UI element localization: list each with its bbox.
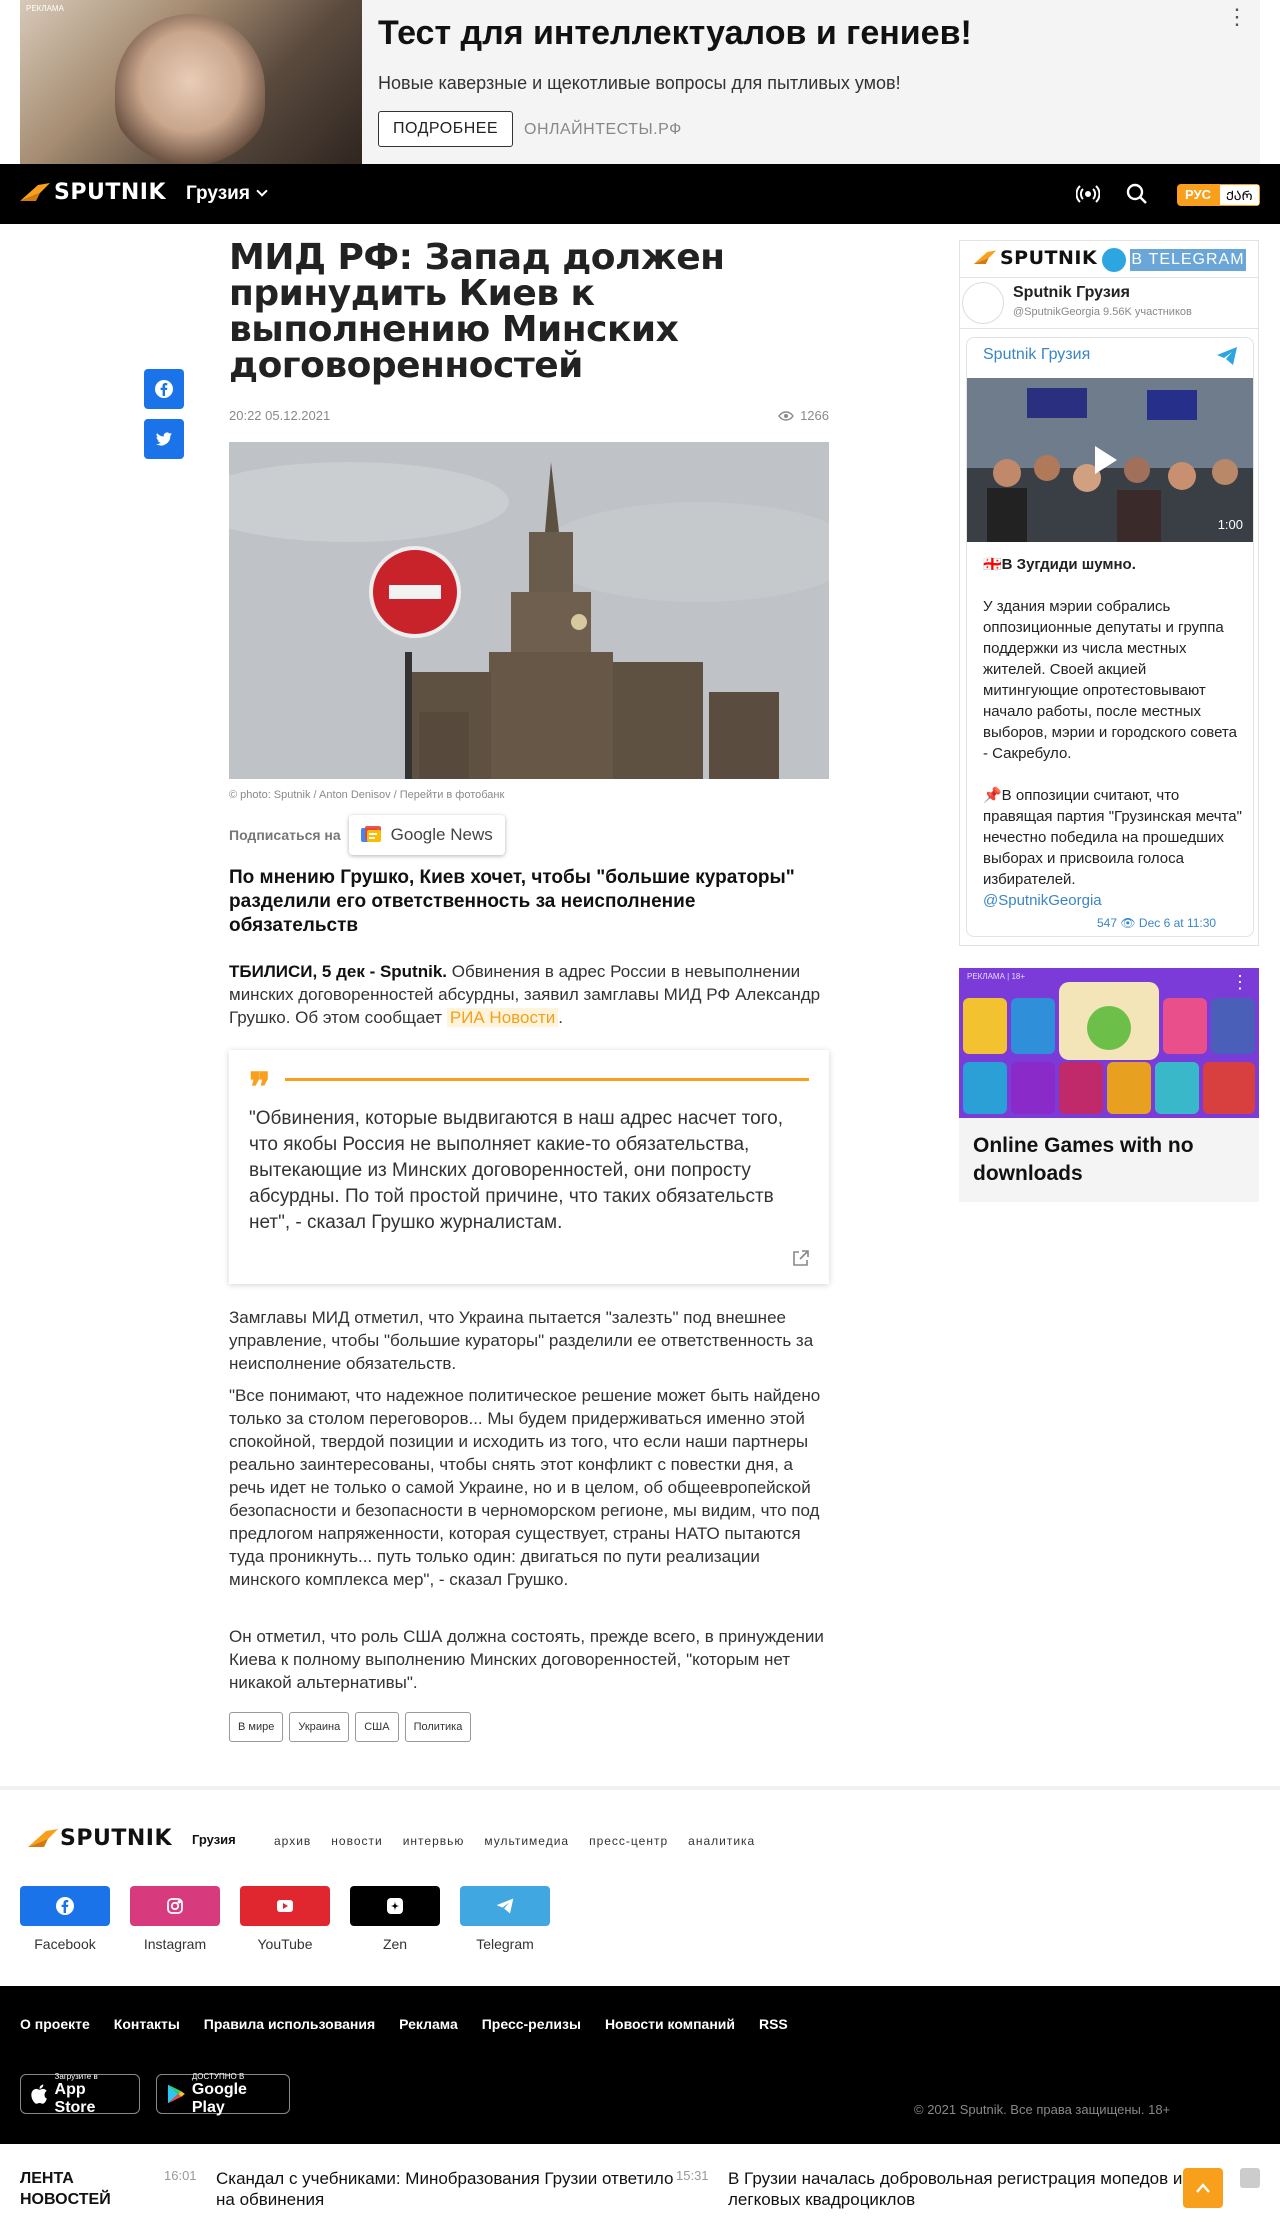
store-caption: ДОСТУПНО В — [191, 2071, 245, 2081]
social-name: Telegram — [476, 1936, 534, 1952]
post-handle[interactable]: @SputnikGeorgia — [983, 892, 1102, 909]
site-header — [0, 164, 1280, 224]
subscribe-label: Подписаться на — [229, 827, 341, 843]
social-name: Zen — [382, 1936, 408, 1952]
ad-more-button[interactable]: ПОДРОБНЕЕ — [378, 111, 513, 147]
brand-name: SPUTNIK — [60, 1826, 172, 1851]
youtube-icon — [275, 1896, 295, 1916]
ad-banner-top[interactable] — [20, 0, 1260, 164]
footer-link[interactable]: Пресс-релизы — [481, 2016, 581, 2032]
sputnik-wing-icon — [972, 249, 998, 267]
social-telegram[interactable] — [460, 1886, 550, 1952]
footer-link[interactable]: О проекте — [20, 2016, 90, 2032]
facebook-icon — [154, 379, 174, 399]
telegram-widget — [959, 240, 1259, 946]
google-news-button[interactable] — [349, 815, 505, 855]
apple-icon — [31, 2083, 49, 2105]
footer-bottom — [0, 1986, 1280, 2144]
ad-title[interactable]: Тест для интеллектуалов и гениев! — [378, 14, 972, 52]
subscribe-block — [229, 815, 505, 855]
instagram-icon — [165, 1896, 185, 1916]
post-text — [983, 554, 1245, 911]
telegram-channel[interactable] — [960, 277, 1258, 329]
brand-name: SPUTNIK — [54, 180, 166, 205]
ria-link[interactable]: РИА Новости — [447, 1008, 558, 1027]
tag[interactable]: США — [355, 1712, 398, 1742]
social-name: Facebook — [34, 1936, 96, 1952]
footer-region: Грузия — [192, 1832, 236, 1847]
social-name: YouTube — [257, 1936, 313, 1952]
radio-icon[interactable] — [1076, 182, 1100, 206]
social-zen[interactable] — [350, 1886, 440, 1952]
photo-caption[interactable]: © photo: Sputnik / Anton Denisov / Перейти в фотобанк — [229, 789, 505, 801]
chevron-up-icon — [1196, 2183, 1210, 2193]
quote-line — [285, 1078, 809, 1081]
store-name: Google Play — [191, 2080, 247, 2116]
ticker-time: 15:31 — [676, 2168, 709, 2183]
views-counter — [778, 408, 829, 423]
footer-link[interactable]: Реклама — [399, 2016, 458, 2032]
footer-top — [0, 1790, 1280, 1986]
ad-label: РЕКЛАМА — [26, 4, 64, 13]
article-datetime: 20:22 05.12.2021 — [229, 408, 331, 423]
article-paragraph-4: Он отметил, что роль США должна состоять, прежде всего, в принуждении Киева к полному выполнению Минских договоренностей, "которым нет никакой альтернативы". — [229, 1627, 824, 1692]
lang-ka[interactable]: ᲥᲐᲠ — [1219, 184, 1260, 206]
ticker-label[interactable] — [20, 2168, 111, 2210]
ticker-label-line: НОВОСТЕЙ — [20, 2191, 111, 2208]
ad-label: РЕКЛАМА | 18+ — [967, 972, 1026, 981]
telegram-icon[interactable] — [1215, 344, 1239, 368]
news-ticker — [0, 2144, 1280, 2228]
social-youtube-button[interactable] — [240, 1886, 330, 1926]
search-icon[interactable] — [1126, 183, 1148, 205]
paragraph-end: . — [558, 1008, 563, 1027]
sputnik-wing-icon — [18, 181, 52, 205]
footer-nav-item[interactable]: новости — [331, 1834, 383, 1848]
telegram-icon — [495, 1896, 515, 1916]
social-instagram[interactable] — [130, 1886, 220, 1952]
ad-image[interactable] — [20, 0, 362, 164]
social-facebook[interactable] — [20, 1886, 110, 1952]
google-play-button[interactable] — [156, 2071, 290, 2116]
social-youtube[interactable] — [240, 1886, 330, 1952]
video-duration: 1:00 — [1217, 517, 1243, 532]
post-line: 📌В оппозиции считают, что правящая партия "Грузинская мечта" нечестно победила на прошедших выборах и присвоила голоса избирателей. — [983, 787, 1242, 888]
ad-banner-side[interactable] — [959, 968, 1259, 1202]
article-title: МИД РФ: Запад должен принудить Киев к выполнению Минских договоренностей — [229, 237, 725, 386]
post-meta: 547 👁 Dec 6 at 11:30 — [1097, 916, 1217, 930]
footer-nav-item[interactable]: аналитика — [688, 1834, 756, 1848]
brand-name: SPUTNIK — [1000, 247, 1098, 269]
article-photo[interactable] — [229, 442, 829, 779]
sputnik-wing-icon — [26, 1827, 60, 1851]
chevron-down-icon — [256, 185, 267, 196]
zen-icon — [385, 1896, 405, 1916]
article — [229, 237, 829, 386]
twitter-icon — [154, 429, 174, 449]
footer-nav-item[interactable]: архив — [274, 1834, 312, 1848]
footer-logo[interactable] — [26, 1826, 172, 1851]
ticker-label-line: ЛЕНТА — [20, 2170, 74, 2187]
store-caption: Загрузите в — [54, 2071, 98, 2081]
footer-link[interactable]: Правила использования — [203, 2016, 376, 2032]
dateline: ТБИЛИСИ, 5 дек - Sputnik. — [229, 962, 448, 981]
google-news-icon — [361, 826, 383, 844]
ad-domain[interactable]: ОНЛАЙНТЕСТЫ.РФ — [524, 121, 682, 138]
tag[interactable]: Украина — [289, 1712, 349, 1742]
eye-icon — [778, 411, 794, 421]
app-store-button[interactable] — [20, 2071, 140, 2116]
play-icon[interactable] — [1095, 446, 1117, 474]
telegram-post[interactable] — [966, 337, 1254, 937]
ticker-time: 16:01 — [164, 2168, 197, 2183]
paragraph-text: Обвинения в адрес России в невыполнении минских договоренностей абсурдны, заявил замглавы МИД РФ Александр Грушко. Об этом сообщает — [229, 962, 821, 1027]
channel-avatar — [962, 282, 1004, 324]
footer-link[interactable]: Контакты — [113, 2016, 180, 2032]
language-switch[interactable] — [1177, 184, 1260, 206]
footer-links — [20, 2016, 788, 2032]
sputnik-logo[interactable] — [18, 180, 166, 205]
social-name: Instagram — [143, 1936, 207, 1952]
post-channel-name[interactable]: Sputnik Грузия — [983, 346, 1091, 363]
collapse-ticker-button[interactable] — [1240, 2168, 1260, 2188]
ad-side-title[interactable]: Online Games with no downloads — [973, 1134, 1194, 1185]
ticker-headline[interactable]: В Грузии началась добровольная регистрация мопедов и легковых квадроциклов — [728, 2169, 1183, 2209]
ad-options-icon[interactable]: ⋮ — [1226, 4, 1248, 29]
in-telegram-label[interactable]: В TELEGRAM — [1130, 249, 1246, 271]
article-tags — [229, 1712, 471, 1742]
article-lead: По мнению Грушко, Киев хочет, чтобы "большие кураторы" разделили его ответственность за неисполнение обязательств — [229, 867, 795, 936]
games-image — [959, 968, 1259, 1118]
ad-side-image[interactable] — [959, 968, 1259, 1118]
store-name: App Store — [54, 2080, 96, 2116]
mfa-building-image — [229, 442, 829, 779]
views-count: 1266 — [800, 408, 829, 423]
ticker-headline[interactable]: Скандал с учебниками: Минобразования Грузии ответило на обвинения — [216, 2169, 674, 2209]
social-telegram-button[interactable] — [460, 1886, 550, 1926]
social-zen-button[interactable] — [350, 1886, 440, 1926]
tag[interactable]: В мире — [229, 1712, 283, 1742]
post-line: 🇬🇪В Зугдиди шумно. — [983, 556, 1136, 573]
footer-nav-item[interactable]: пресс-центр — [589, 1834, 669, 1848]
tag[interactable]: Политика — [405, 1712, 472, 1742]
facebook-icon — [55, 1896, 75, 1916]
post-line: У здания мэрии собрались оппозиционные депутаты и группа поддержки из числа местных жителей. Своей акцией митингующие опротестовывают начало работы, после местных выборов, мэрии и городского совета - Сакребуло. — [983, 598, 1237, 762]
article-paragraph-2: Замглавы МИД отметил, что Украина пытается "залезть" под внешнее управление, чтобы "большие кураторы" разделили ее ответственность за неисполнение обязательств. — [229, 1308, 814, 1373]
share-facebook-button[interactable] — [144, 369, 184, 409]
google-news-label: Google News — [390, 825, 493, 844]
article-paragraph-1 — [229, 960, 829, 1029]
footer-nav-item[interactable]: интервью — [402, 1834, 465, 1848]
share-twitter-button[interactable] — [144, 419, 184, 459]
copyright: © 2021 Sputnik. Все права защищены. 18+ — [914, 2102, 1171, 2117]
article-meta — [229, 408, 829, 423]
footer-nav-item[interactable]: мультимедиа — [484, 1834, 570, 1848]
article-paragraph-3: "Все понимают, что надежное политическое решение может быть найдено только за столом переговоров... Мы будем придерживаться именно этой спокойной, твердой позиции и исходить из того, что если наши партнеры реально заинтересованы, чтобы снять этот конфликт с повестки дня, а речь идет не только о самой Украине, но и в целом, об общеевропейской безопасности и безопасности в черноморском регионе, мы видим, что под предлогом напряженности, которая существует, страны НАТО пытаются туда проникнуть... путь только один: двигаться по пути реализации минского комплекса мер", - сказал Грушко. — [229, 1386, 821, 1589]
quote-icon: ❞ — [249, 1064, 271, 1111]
ad-text: Новые каверзные и щекотливые вопросы для пытливых умов! — [378, 73, 901, 93]
scroll-up-button[interactable] — [1183, 2168, 1223, 2208]
region-label: Грузия — [186, 183, 250, 204]
channel-subscribers: @SputnikGeorgia 9.56K участников — [1013, 306, 1192, 318]
verified-icon — [1102, 248, 1126, 272]
footer-nav — [274, 1834, 755, 1848]
social-facebook-button[interactable] — [20, 1886, 110, 1926]
telegram-widget-logo[interactable] — [972, 247, 1097, 269]
social-links — [20, 1886, 550, 1952]
region-selector[interactable] — [186, 183, 266, 205]
quote-block — [229, 1050, 829, 1284]
channel-name: Sputnik Грузия — [1013, 284, 1130, 301]
ad-options-icon[interactable]: ⋮ — [1231, 972, 1249, 992]
post-video[interactable] — [967, 378, 1253, 542]
lang-ru[interactable]: РУС — [1177, 184, 1219, 206]
google-play-icon — [167, 2083, 186, 2105]
quote-text: "Обвинения, которые выдвигаются в наш адрес насчет того, что якобы Россия не выполняет какие-то обязательства, вытекающие из Минских договоренностей, они попросту абсурдны. По той простой причине, что таких обязательств нет", - сказал Грушко журналистам. — [249, 1108, 784, 1233]
share-quote-icon[interactable] — [791, 1248, 811, 1268]
footer-link[interactable]: RSS — [758, 2016, 788, 2032]
footer-link[interactable]: Новости компаний — [604, 2016, 735, 2032]
social-instagram-button[interactable] — [130, 1886, 220, 1926]
